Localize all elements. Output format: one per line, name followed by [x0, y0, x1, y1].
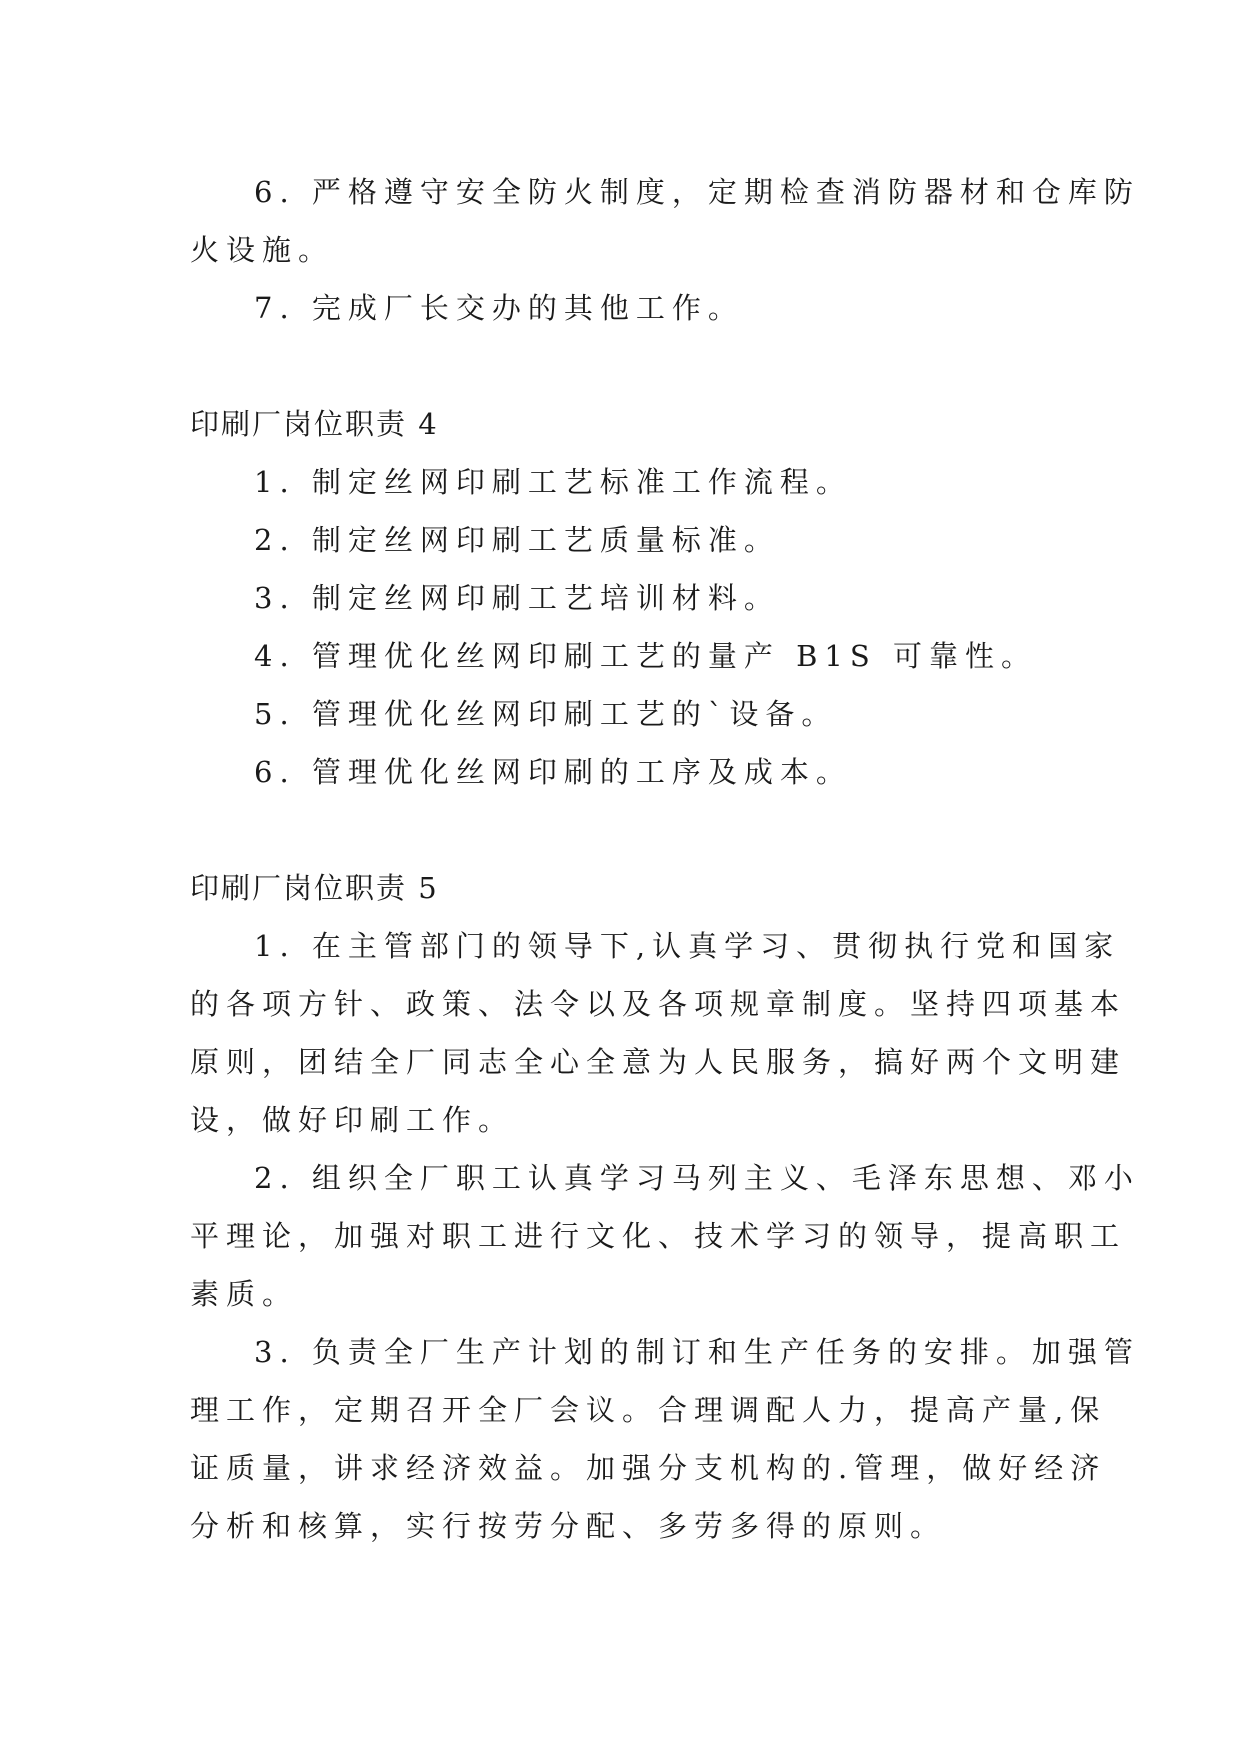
section4-item-4: 4. 管理优化丝网印刷工艺的量产 B1S 可靠性。: [254, 639, 1037, 673]
section3-item6-line1: 6. 严格遵守安全防火制度，定期检查消防器材和仓库防: [254, 175, 1140, 209]
section5-item3-line3: 证质量，讲求经济效益。加强分支机构的.管理，做好经济: [190, 1451, 1107, 1485]
section5-item1-line3: 原则，团结全厂同志全心全意为人民服务，搞好两个文明建: [190, 1045, 1127, 1079]
document-page: [190, 163, 1140, 1555]
section4-item-3: 3. 制定丝网印刷工艺培训材料。: [254, 581, 780, 615]
section4-item-1: 1. 制定丝网印刷工艺标准工作流程。: [254, 465, 852, 499]
section5-item3-line1: 3. 负责全厂生产计划的制订和生产任务的安排。加强管: [254, 1335, 1140, 1369]
section-spacer: [190, 801, 1060, 859]
section5-item2-line3: 素质。: [190, 1277, 299, 1311]
section5-item3-line4: 分析和核算，实行按劳分配、多劳多得的原则。: [190, 1509, 947, 1543]
section3-item6-line2: 火设施。: [190, 233, 335, 267]
section5-item1-line2: 的各项方针、政策、法令以及各项规章制度。坚持四项基本: [190, 987, 1127, 1021]
section5-item2-line2: 平理论，加强对职工进行文化、技术学习的领导，提高职工: [190, 1219, 1127, 1253]
section4-item-6: 6. 管理优化丝网印刷的工序及成本。: [254, 755, 852, 789]
section4-item-2: 2. 制定丝网印刷工艺质量标准。: [254, 523, 780, 557]
section-spacer: [190, 337, 1060, 395]
section5-item1-line1: 1. 在主管部门的领导下,认真学习、贯彻执行党和国家: [254, 929, 1121, 963]
section4-item-5: 5. 管理优化丝网印刷工艺的`设备。: [254, 697, 838, 731]
section4-heading: 印刷厂岗位职责 4: [190, 407, 439, 441]
section5-item3-line2: 理工作，定期召开全厂会议。合理调配人力，提高产量,保: [190, 1393, 1107, 1427]
section5-item2-line1: 2. 组织全厂职工认真学习马列主义、毛泽东思想、邓小: [254, 1161, 1140, 1195]
section3-item7: 7. 完成厂长交办的其他工作。: [254, 291, 744, 325]
section5-heading: 印刷厂岗位职责 5: [190, 871, 439, 905]
section5-item1-line4: 设，做好印刷工作。: [190, 1103, 515, 1137]
